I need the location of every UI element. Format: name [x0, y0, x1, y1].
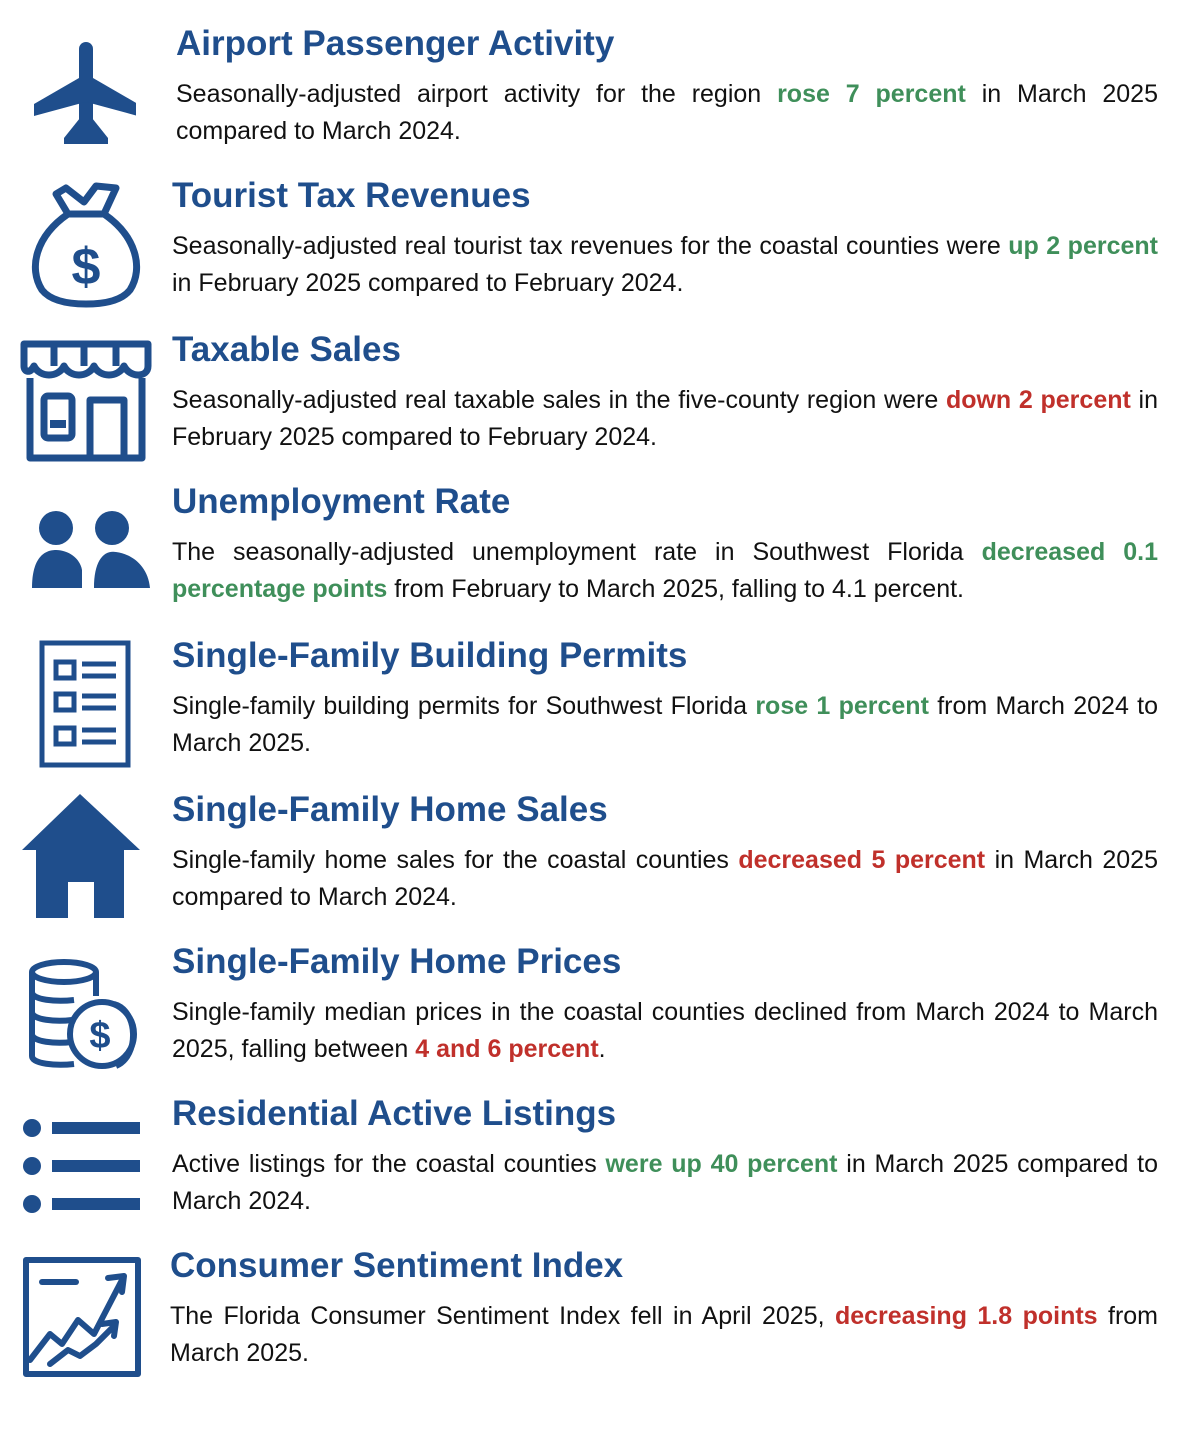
section-title: Consumer Sentiment Index — [170, 1246, 624, 1285]
highlight-positive: rose 7 percent — [777, 80, 966, 108]
section-title: Tourist Tax Revenues — [172, 176, 531, 215]
section-title: Single-Family Home Prices — [172, 942, 622, 981]
highlight-negative: 4 and 6 percent — [415, 1035, 599, 1063]
highlight-negative: decreasing 1.8 points — [834, 1302, 1098, 1330]
indicator-content — [176, 24, 1158, 150]
section-body: Seasonally-adjusted real taxable sales in the five-county region were down 2 percent in February 2025 compared to February 2024. — [172, 386, 1158, 451]
section-title: Single-Family Home Sales — [172, 790, 608, 829]
section-title: Unemployment Rate — [172, 482, 511, 521]
people-icon — [16, 508, 156, 592]
section-body: Single-family home sales for the coastal counties decreased 5 percent in March 2025 compared to March 2024. — [172, 846, 1158, 911]
indicator-content — [170, 1246, 1158, 1372]
airplane-icon — [16, 38, 156, 148]
indicator-content — [172, 330, 1158, 456]
house-icon — [16, 792, 156, 920]
highlight-negative: down 2 percent — [945, 386, 1131, 414]
indicator-content — [172, 790, 1158, 916]
highlight-positive: up 2 percent — [1008, 232, 1158, 260]
money-bag-icon — [16, 180, 156, 310]
section-title: Residential Active Listings — [172, 1094, 617, 1133]
section-body: Seasonally-adjusted airport activity for the region rose 7 percent in March 2025 compared to March 2024. — [176, 80, 1158, 145]
indicator-content — [172, 942, 1158, 1068]
section-body: The Florida Consumer Sentiment Index fell in April 2025, decreasing 1.8 points from March 2025. — [170, 1302, 1159, 1367]
highlight-positive: decreased 0.1 percentage points — [172, 538, 1158, 603]
highlight-positive: were up 40 percent — [605, 1150, 838, 1178]
indicator-content — [172, 636, 1158, 762]
section-title: Taxable Sales — [172, 330, 401, 369]
section-body: Single-family building permits for Southwest Florida rose 1 percent from March 2024 to March 2025. — [172, 692, 1158, 757]
indicator-content — [172, 1094, 1158, 1220]
section-title: Airport Passenger Activity — [176, 24, 615, 63]
section-body: Active listings for the coastal counties were up 40 percent in March 2025 compared to March 2024. — [172, 1150, 1158, 1215]
storefront-icon — [16, 338, 156, 464]
section-body: The seasonally-adjusted unemployment rate in Southwest Florida decreased 0.1 percentage points from February to March 2025, falling to 4.1 percent. — [172, 538, 1158, 603]
checklist-document-icon — [16, 640, 156, 768]
section-title: Single-Family Building Permits — [172, 636, 688, 675]
highlight-negative: decreased 5 percent — [738, 846, 986, 874]
section-body: Seasonally-adjusted real tourist tax revenues for the coastal counties were up 2 percent in February 2025 compared to February 2024. — [172, 232, 1158, 297]
indicator-content — [172, 176, 1158, 302]
svg-text:$: $ — [89, 1015, 111, 1057]
svg-text:$: $ — [71, 238, 101, 296]
section-body: Single-family median prices in the coastal counties declined from March 2024 to March 2025, falling between 4 and 6 percent. — [172, 998, 1158, 1063]
indicator-content — [172, 482, 1158, 608]
highlight-positive: rose 1 percent — [755, 692, 929, 720]
trend-chart-icon — [16, 1256, 156, 1378]
coin-stack-icon — [16, 956, 156, 1072]
bulleted-list-icon — [16, 1114, 156, 1218]
